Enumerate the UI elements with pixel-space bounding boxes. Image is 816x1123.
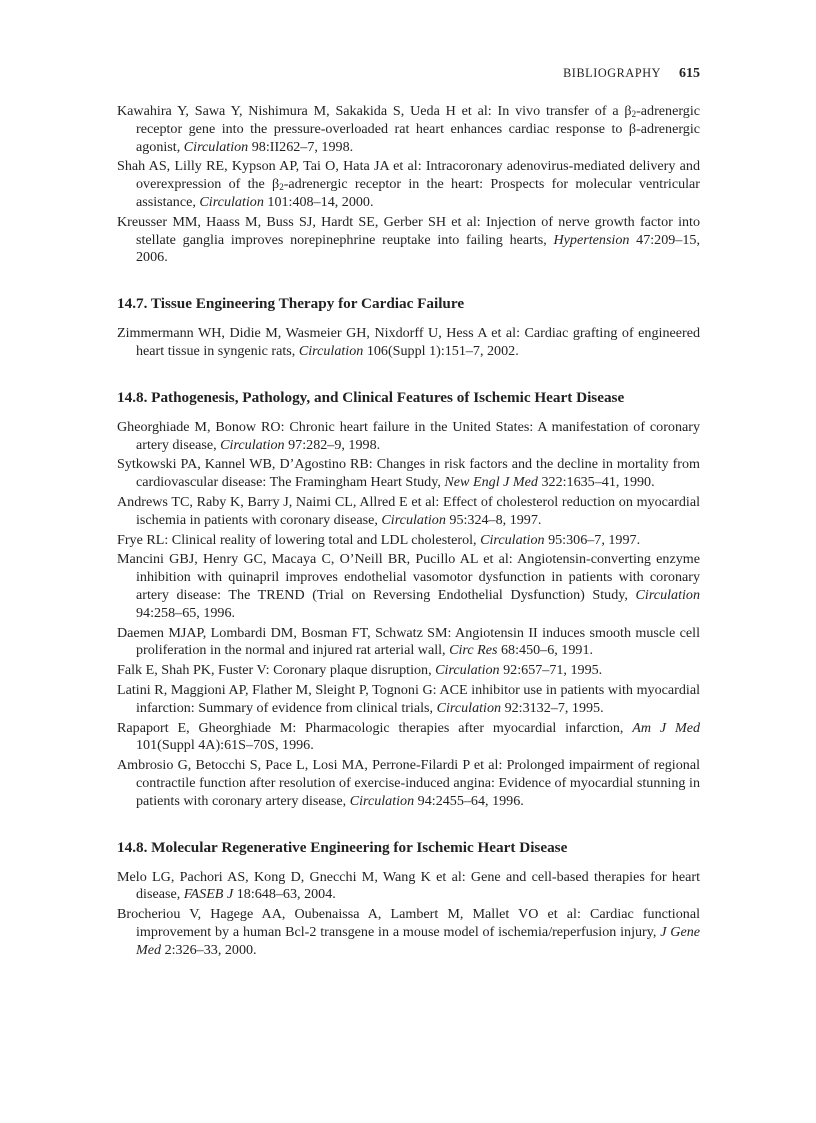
journal-name: J Gene Med: [136, 923, 701, 958]
section-title: 14.8. Pathogenesis, Pathology, and Clinical Features of Ischemic Heart Disease: [117, 388, 625, 406]
journal-name: Circulation: [480, 531, 545, 548]
running-header: [117, 66, 700, 82]
reference-entry: Kawahira Y, Sawa Y, Nishimura M, Sakakida S, Ueda H et al: In vivo transfer of a $\beta_2$-adrenergic receptor gene into the pressure-overloaded rat heart enhances cardiac response to β-adrenergic agonist, Circulation 98:II262–7, 1998.: [117, 103, 700, 155]
reference-entry: Falk E, Shah PK, Fuster V: Coronary plaque disruption, Circulation 92:657–71, 1995.: [117, 662, 603, 679]
reference-entry: Andrews TC, Raby K, Barry J, Naimi CL, Allred E et al: Effect of cholesterol reduction on myocardial ischemia in patients with coronary disease, Circulation 95:324–8, 1997.: [117, 493, 700, 528]
journal-name: FASEB J: [183, 886, 234, 903]
running-title: BIBLIOGRAPHY: [563, 66, 661, 80]
journal-name: Hypertension: [553, 231, 630, 248]
reference-entry: Melo LG, Pachori AS, Kong D, Gnecchi M, Wang K et al: Gene and cell-based therapies for heart disease, FASEB J 18:648–63, 2004.: [117, 868, 700, 903]
journal-name: Circulation: [435, 662, 500, 679]
reference-entry: Brocheriou V, Hagege AA, Oubenaissa A, Lambert M, Mallet VO et al: Cardiac functional improvement by a human Bcl-2 transgene in a mouse model of ischemia/reperfusion injury, J Gene Med 2:326–33, 2000.: [117, 906, 701, 958]
journal-name: Circulation: [436, 699, 502, 716]
reference-entry: Shah AS, Lilly RE, Kypson AP, Tai O, Hata JA et al: Intracoronary adenovirus-mediated delivery and overexpression of the $\beta_2$-adrenergic receptor in the heart: Prospects for molecular ventricular assistance, Circulation 101:408–14, 2000.: [117, 158, 700, 210]
reference-entry: Frye RL: Clinical reality of lowering total and LDL cholesterol, Circulation 95:306–7, 1997.: [117, 531, 641, 548]
journal-name: Circulation: [183, 138, 249, 155]
reference-entry: Ambrosio G, Betocchi S, Pace L, Losi MA, Perrone-Filardi P et al: Prolonged impairment of regional contractile function after resolution of exercise-induced angina: Evidence of myocardial stunning in patients with coronary artery disease, Circulation 94:2455–64, 1996.: [117, 757, 700, 809]
page-number: 615: [679, 66, 700, 81]
reference-entry: Latini R, Maggioni AP, Flather M, Sleight P, Tognoni G: ACE inhibitor use in patients with myocardial infarction: Summary of evidence from clinical trials, Circulation 92:3132–7, 1995.: [117, 681, 700, 716]
journal-name: Circulation: [635, 586, 700, 603]
reference-entry: Sytkowski PA, Kannel WB, D’Agostino RB: Changes in risk factors and the decline in mortality from cardiovascular disease: The Framingham Heart Study, New Engl J Med 322:1635–41, 1990.: [117, 456, 700, 491]
journal-name: Am J Med: [632, 719, 700, 736]
section-14-8-pathogenesis: [117, 388, 700, 811]
reference-entry: Gheorghiade M, Bonow RO: Chronic heart failure in the United States: A manifestation of coronary artery disease, Circulation 97:282–9, 1998.: [117, 418, 700, 453]
journal-name: New Engl J Med: [444, 474, 538, 491]
intro-reference-list: [117, 103, 700, 267]
reference-entry: Kreusser MM, Haass M, Buss SJ, Hardt SE, Gerber SH et al: Injection of nerve growth factor into stellate ganglia improves norepinephrine reuptake into failing hearts, Hypertension 47:209–15, 2006.: [117, 213, 700, 266]
journal-name: Circulation: [349, 792, 415, 809]
reference-entry: Rapaport E, Gheorghiade M: Pharmacologic therapies after myocardial infarction, Am J Med 101(Suppl 4A):61S–70S, 1996.: [117, 719, 700, 754]
reference-entry: Mancini GBJ, Henry GC, Macaya C, O’Neill BR, Pucillo AL et al: Angiotensin-converting enzyme inhibition with quinapril improves endothelial vasomotor dysfunction in patients with coronary artery disease: The TREND (Trial on Reversing Endothelial Dysfunction) Study, Circulation 94:258–65, 1996.: [117, 551, 700, 621]
section-title: 14.8. Molecular Regenerative Engineering for Ischemic Heart Disease: [117, 838, 568, 856]
bibliography-content: [117, 103, 700, 961]
section-14-8-molecular: [117, 838, 700, 960]
section-title: 14.7. Tissue Engineering Therapy for Cardiac Failure: [117, 295, 465, 313]
journal-name: Circulation: [199, 193, 264, 210]
journal-name: Circulation: [298, 342, 364, 359]
section-14-7: [117, 294, 700, 361]
reference-entry: Zimmermann WH, Didie M, Wasmeier GH, Nixdorff U, Hess A et al: Cardiac grafting of engineered heart tissue in syngenic rats, Circulation 106(Suppl 1):151–7, 2002.: [117, 325, 700, 359]
journal-name: Circulation: [220, 436, 285, 453]
journal-name: Circ Res: [449, 642, 498, 659]
journal-name: Circulation: [381, 511, 446, 528]
reference-entry: Daemen MJAP, Lombardi DM, Bosman FT, Schwatz SM: Angiotensin II induces smooth muscle cell proliferation in the normal and injured rat arterial wall, Circ Res 68:450–6, 1991.: [117, 624, 700, 659]
